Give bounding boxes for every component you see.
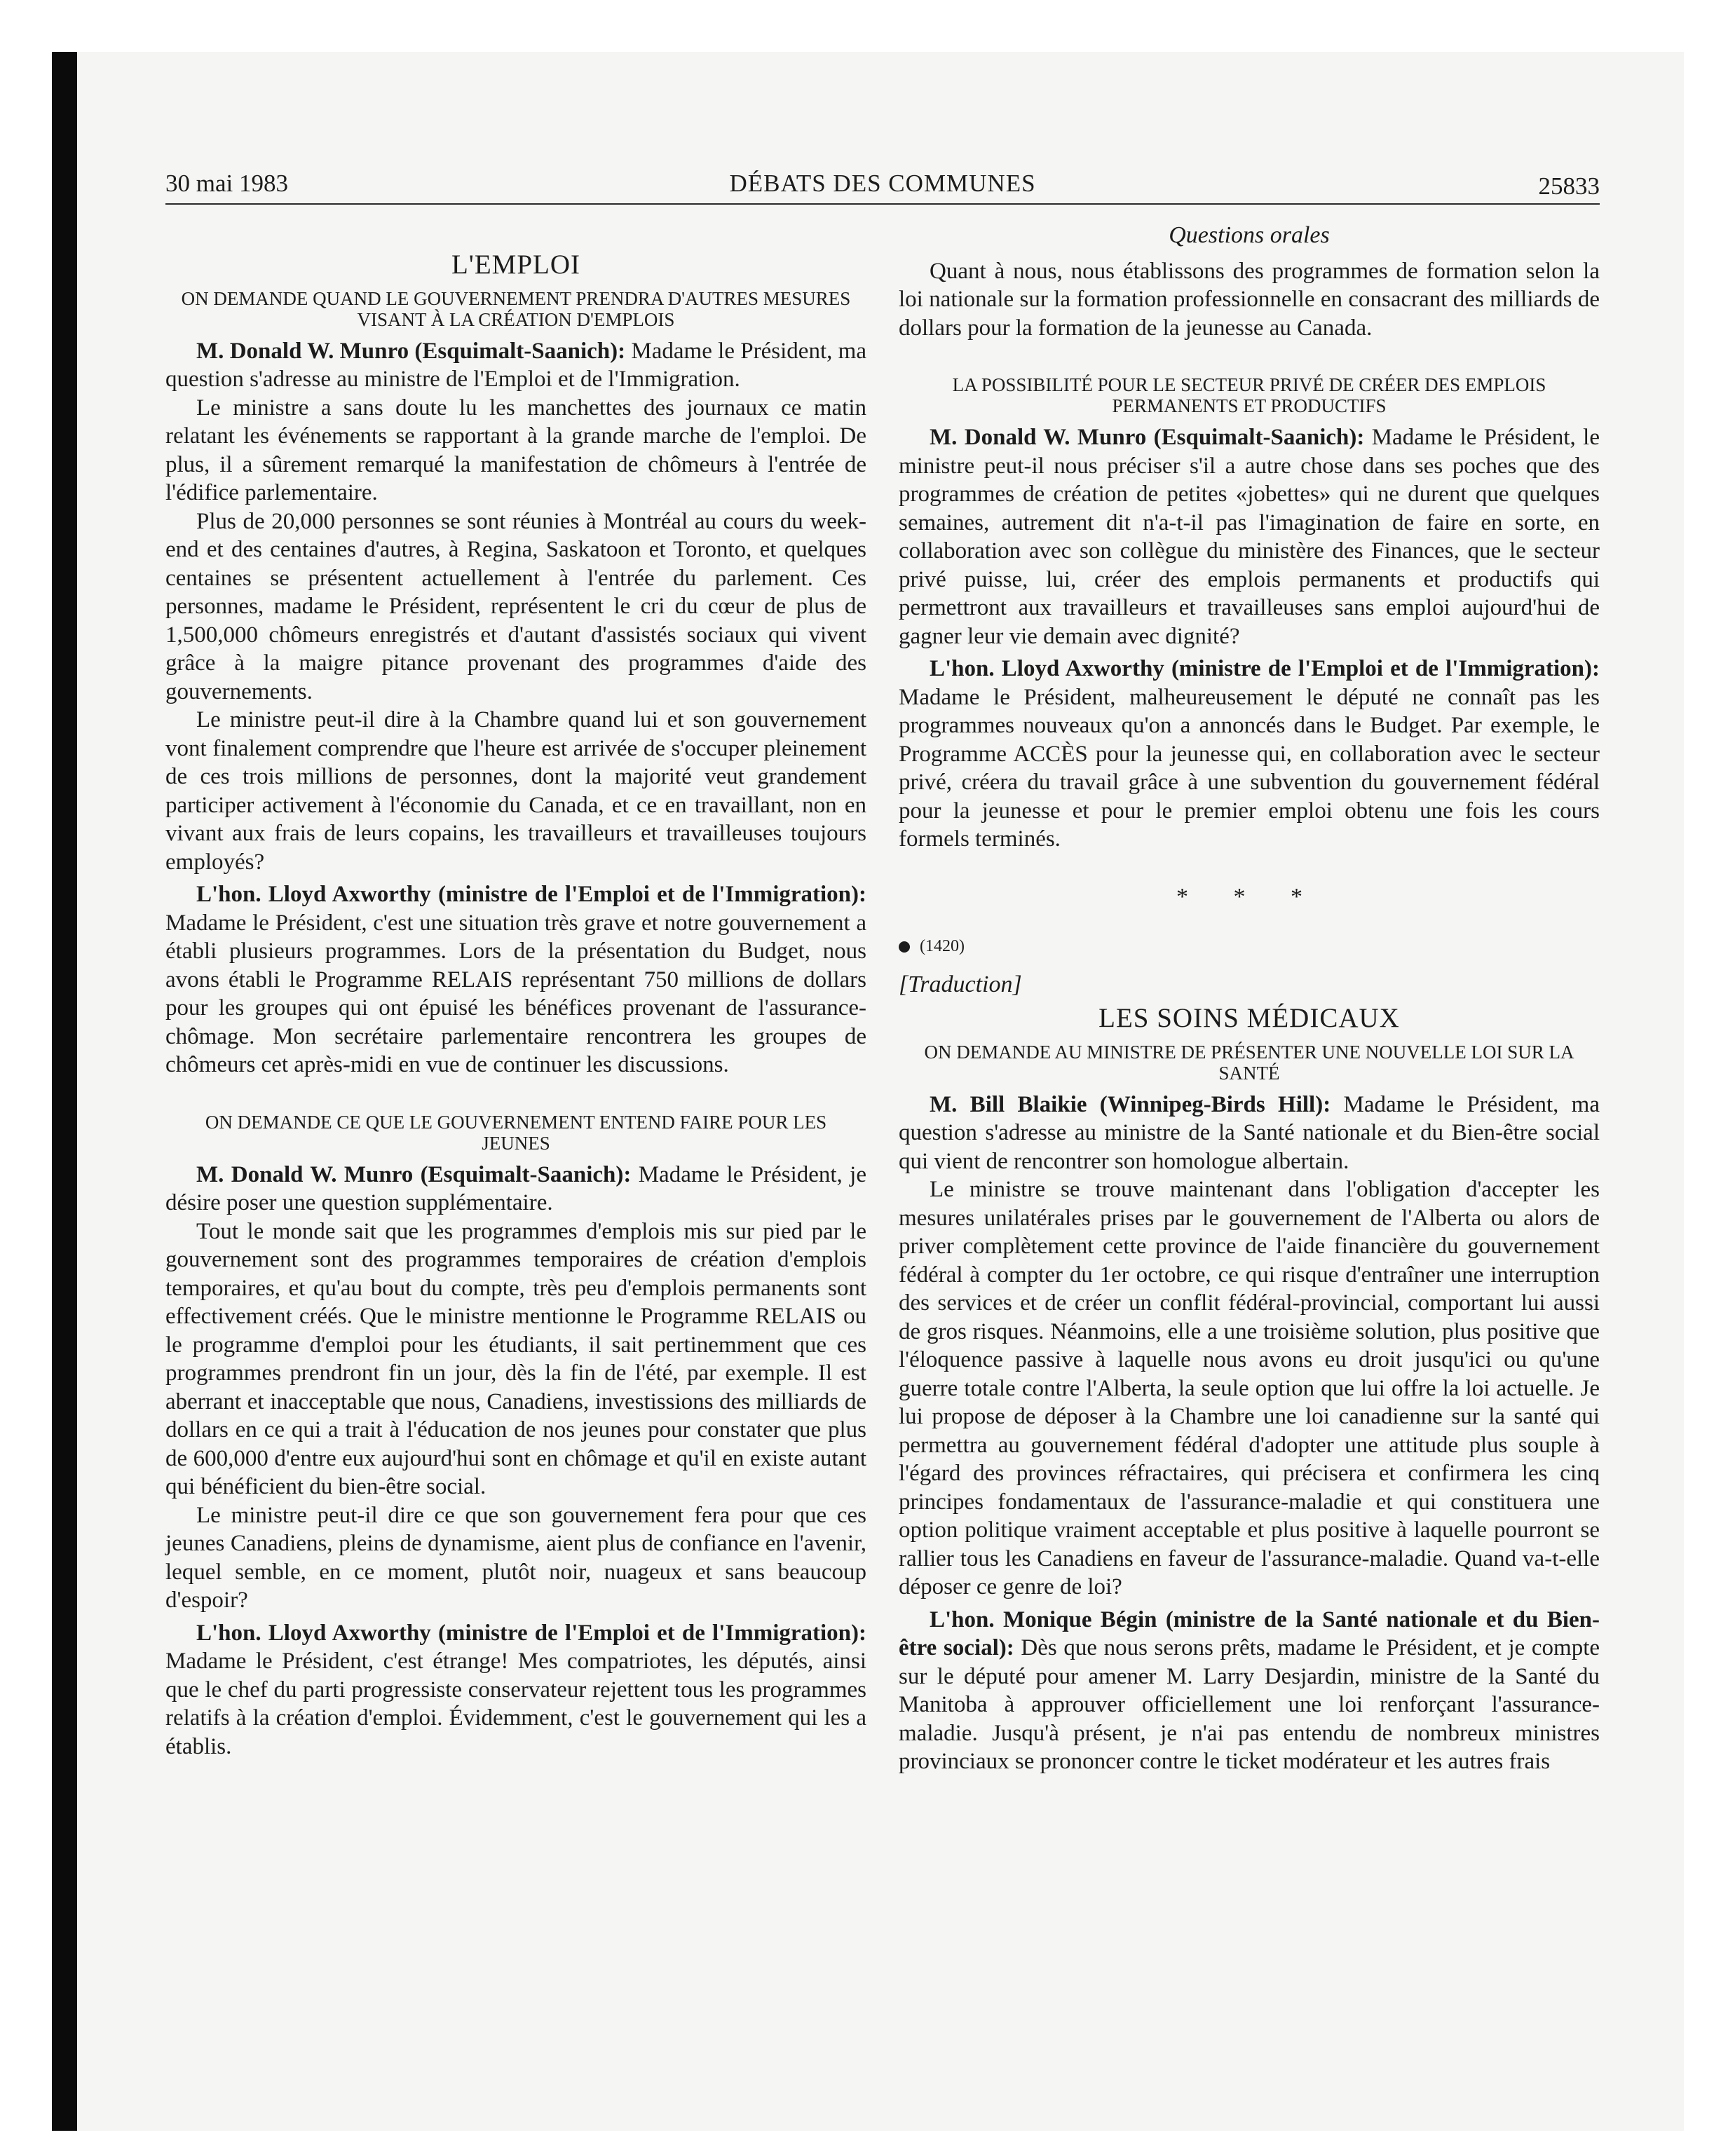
paragraph-obligation: Le ministre se trouve maintenant dans l'obligation d'accepter les mesures unilatérales prises par le gouvernement de l'Alberta ou alors de priver complètement cette province de l'aide financière du gouvernement fédéral à compter du 1er octobre, ce qui risque d'entraîner une interruption des services et de créer un conflit fédéral-provincial, comportant lui aussi de gros risques. Néanmoins, elle a une troisième solution, plus positive que l'éloquence passive à laquelle nous avons eu droit jusqu'ici ou qu'une guerre totale contre l'Alberta, la seule option que lui offre la loi actuelle. Je lui propose de déposer à la Chambre une loi canadienne sur la santé qui permettra au gouvernement fédéral d'adopter une attitude plus souple à l'égard des provinces réfractaires, qui précisera et confirmera les cinq principes fondamentaux de l'assurance-maladie et qui constituera une option politique vraiment acceptable et plus positive à laquelle pourront se rallier tous les Canadiens en faveur de l'assurance-maladie. Quand va-t-elle déposer ce genre de loi? <box>899 1177 1600 1599</box>
paragraph-axworthy-2 <box>165 1619 866 1761</box>
speaker-name: M. Bill Blaikie (Winnipeg-Birds Hill): <box>930 1091 1331 1117</box>
subheading-jeunes: ON DEMANDE CE QUE LE GOUVERNEMENT ENTEND FAIRE POUR LES JEUNES <box>205 1111 827 1154</box>
paragraph-blaikie <box>899 1091 1600 1176</box>
paragraph-text: Madame le Président, c'est une situation très grave et notre gouvernement a établi plusieurs programmes. Lors de la présentation du Budget, nous avons établi le Programme RELAIS représentant 750 millions de dollars pour les groupes qui ont épuisé les bénéfices provenant de l'assurance-chômage. Mon secrétaire parlementaire rencontrera les groupes de chômeurs cet après-midi en vue de continuer les discussions. <box>165 910 866 1077</box>
timestamp <box>899 932 1600 961</box>
speaker-name: M. Donald W. Munro (Esquimalt-Saanich): <box>196 1161 632 1187</box>
page-header <box>165 165 1600 207</box>
bullet-icon <box>899 941 910 953</box>
paragraph-munro-3 <box>899 423 1600 650</box>
paragraph-text: Madame le Président, le ministre peut-il nous préciser s'il a autre chose dans ses poches que des programmes de création de petites «jobettes» qui ne durent que quelques semaines, autrement dit n'a-t-il pas l'imagination de faire en sorte, en collaboration avec son collègue du ministère des Finances, que le secteur privé puisse, lui, créer des emplois permanents et productifs qui permettront aux travailleurs et travailleuses sans emploi aujourd'hui de gagner leur vie demain avec dignité? <box>899 425 1600 649</box>
header-rule <box>165 203 1600 205</box>
paragraph-axworthy-3 <box>899 655 1600 854</box>
section-heading-emploi: L'EMPLOI <box>451 250 580 280</box>
speaker-name: M. Donald W. Munro (Esquimalt-Saanich): <box>930 425 1365 450</box>
right-column <box>899 221 1600 1776</box>
subheading-secteur-prive: LA POSSIBILITÉ POUR LE SECTEUR PRIVÉ DE CRÉER DES EMPLOIS PERMANENTS ET PRODUCTIFS <box>952 374 1546 416</box>
paragraph-formation: Quant à nous, nous établissons des programmes de formation selon la loi nationale sur la formation professionnelle en consacrant des milliards de dollars pour la formation de la jeunesse au Canada. <box>899 258 1600 341</box>
section-separator-stars: * * * <box>1176 883 1322 910</box>
header-title: DÉBATS DES COMMUNES <box>729 170 1036 197</box>
paragraph-text: Madame le Président, malheureusement le député ne connaît pas les programmes nouveaux qu'on a annoncés dans le Budget. Par exemple, le Programme ACCÈS pour la jeunesse qui, en collaboration avec le secteur privé, créera du travail grâce à une subvention du gouvernement fédéral pour la jeunesse et pour le premier emploi obtenu une fois les cours formels terminés. <box>899 684 1600 852</box>
paragraph-text: Madame le Président, ma question s'adresse au ministre de la Santé nationale et du Bien-être social qui vient de rencontrer son homologue albertain. <box>899 1091 1600 1174</box>
paragraph-text: Dès que nous serons prêts, madame le Président, et je compte sur le député pour amener M. Larry Desjardin, ministre de la Santé du Manitoba à approuver officiellement une loi renforçant l'assurance-maladie. Jusqu'à présent, je n'ai pas entendu de nombreux ministres provinciaux se prononcer contre le ticket modérateur et les autres frais <box>899 1635 1600 1774</box>
paragraph-personnes-reunies: Plus de 20,000 personnes se sont réunies à Montréal au cours du week-end et des centaines d'autres, à Regina, Saskatoon et Toronto, et quelques centaines se présentent actuellement à l'entrée du parlement. Ces personnes, madame le Président, représentent le cri du cœur de plus de 1,500,000 chômeurs enregistrés et d'autant d'assistés sociaux qui vivent grâce à la maigre pitance provenant des programmes d'aide des gouvernements. <box>165 508 866 704</box>
subheading-loi-sante: ON DEMANDE AU MINISTRE DE PRÉSENTER UNE NOUVELLE LOI SUR LA SANTÉ <box>924 1041 1574 1084</box>
timestamp-text: (1420) <box>920 937 965 955</box>
paragraph-manchettes: Le ministre a sans doute lu les manchettes des journaux ce matin relatant les événements se rapportant à la grande marche de l'emploi. De plus, il a sûrement remarqué la manifestation de chômeurs à l'entrée de l'édifice parlementaire. <box>165 395 866 505</box>
paragraph-text: Madame le Président, c'est étrange! Mes compatriotes, les députés, ainsi que le chef du parti progressiste conservateur rejettent tous les programmes relatifs à la création d'emploi. Évidemment, c'est le gouvernement qui les a établis. <box>165 1649 866 1759</box>
speaker-name: L'hon. Lloyd Axworthy (ministre de l'Emploi et de l'Immigration): <box>196 882 866 907</box>
translation-label: [Traduction] <box>899 971 1022 997</box>
scan-edge-bar <box>52 52 77 2131</box>
subheading-autres-mesures: ON DEMANDE QUAND LE GOUVERNEMENT PRENDRA D'AUTRES MESURES VISANT À LA CRÉATION D'EMPLOIS <box>181 287 851 330</box>
paragraph-text: Madame le Président, ma question s'adresse au ministre de l'Emploi et de l'Immigration. <box>165 338 866 392</box>
paragraph-jeunes-canadiens: Le ministre peut-il dire ce que son gouvernement fera pour que ces jeunes Canadiens, pleins de dynamisme, aient plus de confiance en l'avenir, lequel semble, en ce moment, plutôt noir, nuageux et sans beaucoup d'espoir? <box>165 1502 866 1613</box>
speaker-name: L'hon. Monique Bégin (ministre de la Santé nationale et du Bien-être social): <box>899 1606 1600 1660</box>
paragraph-munro-2 <box>165 1161 866 1217</box>
speaker-name: M. Donald W. Munro (Esquimalt-Saanich): <box>196 338 626 364</box>
paragraph-text: Madame le Président, je désire poser une question supplémentaire. <box>165 1161 866 1215</box>
paragraph-munro-1 <box>165 337 866 394</box>
paragraph-axworthy-1 <box>165 880 866 1079</box>
left-column <box>165 221 866 1761</box>
speaker-name: L'hon. Lloyd Axworthy (ministre de l'Emploi et de l'Immigration): <box>196 1620 866 1646</box>
paragraph-begin <box>899 1606 1600 1776</box>
section-heading-soins-medicaux: LES SOINS MÉDICAUX <box>1098 1003 1400 1033</box>
section-label-questions-orales: Questions orales <box>1169 222 1330 248</box>
page-number: 25833 <box>1538 172 1600 200</box>
speaker-name: L'hon. Lloyd Axworthy (ministre de l'Emploi et de l'Immigration): <box>930 656 1600 681</box>
paragraph-programmes-temporaires: Tout le monde sait que les programmes d'emplois mis sur pied par le gouvernement sont des programmes temporaires de création d'emplois temporaires, et qu'au bout du compte, très peu d'emplois permanents sont effectivement créés. Que le ministre mentionne le Programme RELAIS ou le programme d'emploi pour les étudiants, il sait pertinemment que ces programmes prendront fin un jour, dès la fin de l'été, par exemple. Il est aberrant et inacceptable que nous, Canadiens, investissions des milliards de dollars en ce qui a trait à l'éducation de nos jeunes pour constater que plus de 600,000 d'entre eux aujourd'hui sont en chômage et qu'il en existe autant qui bénéficient du bien-être social. <box>165 1218 866 1499</box>
paragraph-question-chambre: Le ministre peut-il dire à la Chambre quand lui et son gouvernement vont finalement comprendre que l'heure est arrivée de s'occuper pleinement de ces trois millions de personnes, dont la majorité veut grandement participer activement à l'économie du Canada, et ce en travaillant, non en vivant aux frais de leurs copains, les travailleurs et travailleuses toujours employés? <box>165 707 866 875</box>
header-date: 30 mai 1983 <box>165 170 288 197</box>
